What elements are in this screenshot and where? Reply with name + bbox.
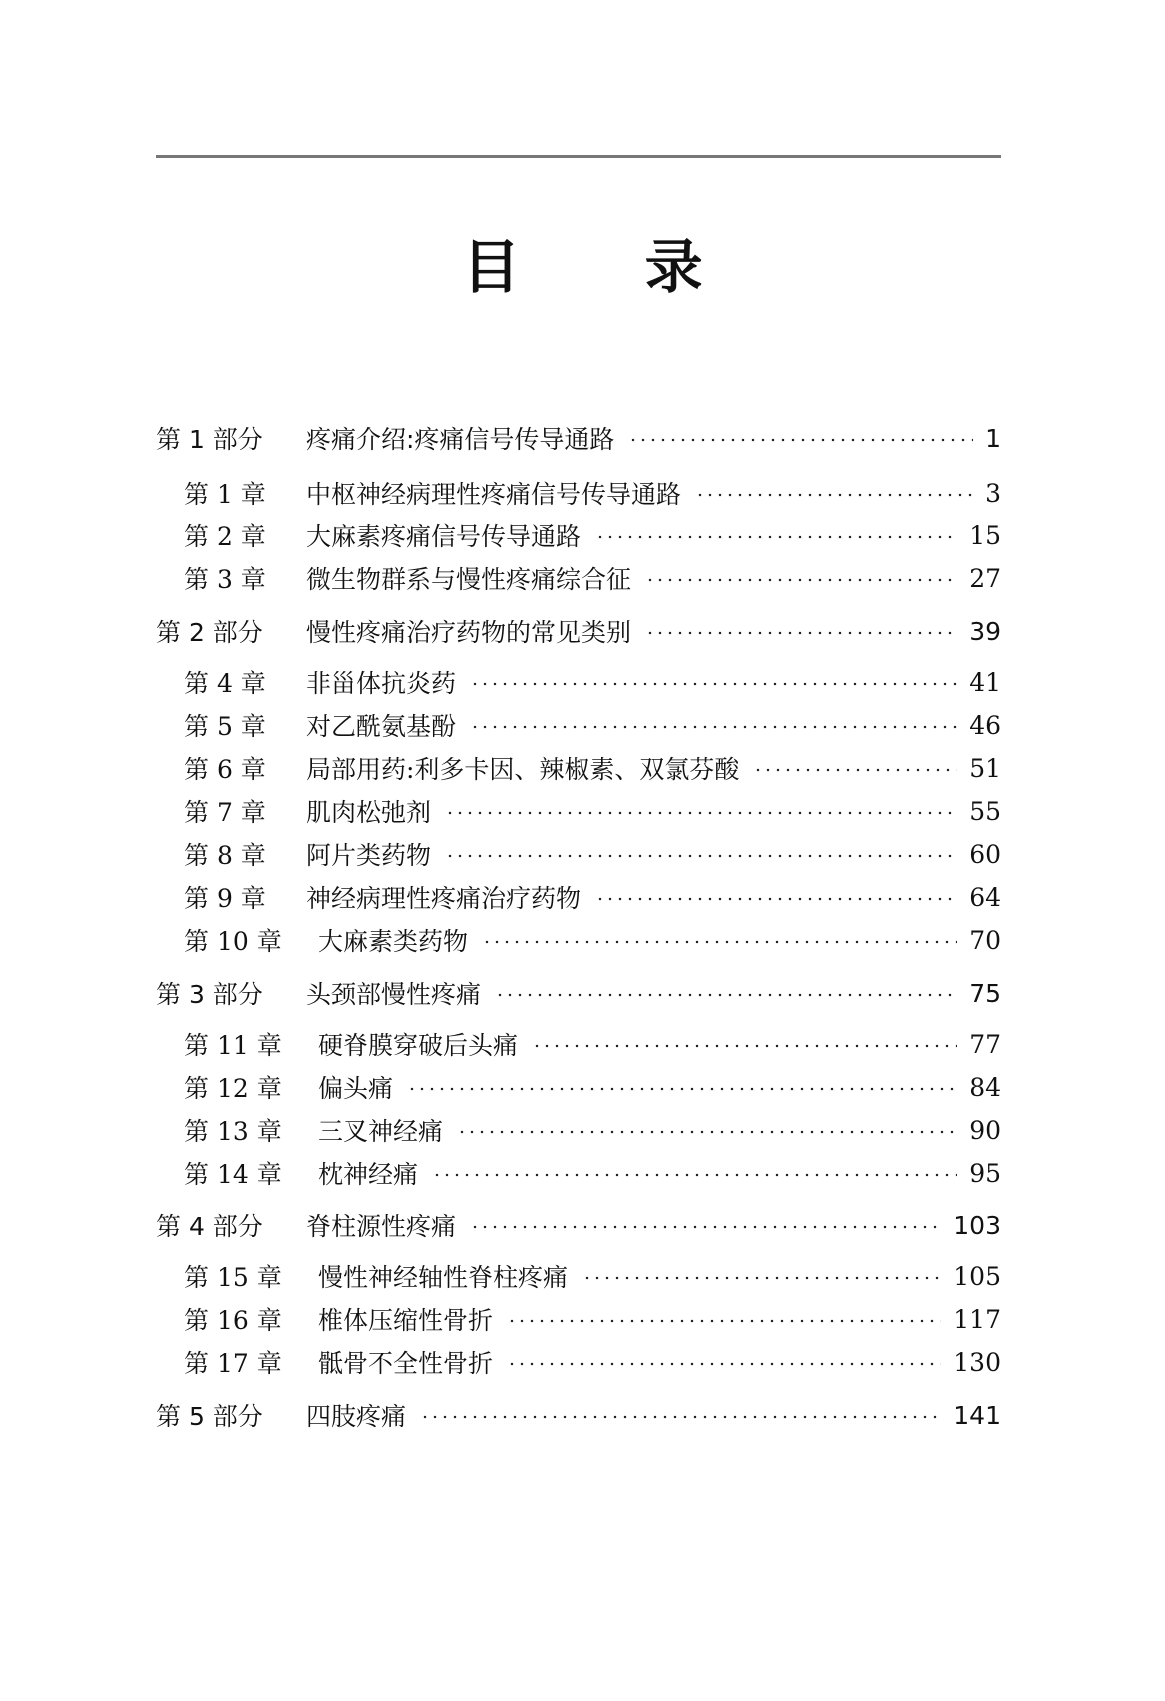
toc-part-row[interactable] (156, 973, 1001, 1013)
page-number: 90 (969, 1115, 1001, 1145)
page-number: 117 (953, 1304, 1001, 1334)
chapter-number: 第 2 章 (184, 522, 266, 551)
page-number: 77 (969, 1029, 1001, 1059)
page-number: 141 (953, 1400, 1001, 1430)
chapter-title: 硬脊膜穿破后头痛 (318, 1031, 519, 1060)
chapter-title: 枕神经痛 (318, 1160, 419, 1189)
dot-leader (470, 1224, 941, 1230)
dot-leader (420, 1414, 941, 1420)
toc-part-row[interactable] (156, 1395, 1001, 1435)
chapter-number: 第 6 章 (184, 755, 266, 784)
toc-chapter-row[interactable] (156, 1342, 1001, 1382)
chapter-number: 第 1 章 (184, 480, 266, 509)
toc-chapter-row[interactable] (156, 1299, 1001, 1339)
toc-chapter-row[interactable] (156, 791, 1001, 831)
chapter-title: 三叉神经痛 (318, 1117, 444, 1146)
toc-chapter-row[interactable] (156, 1067, 1001, 1107)
chapter-number: 第 5 章 (184, 712, 266, 741)
chapter-number: 第 3 章 (184, 565, 266, 594)
part-number: 第 4 部分 (156, 1212, 263, 1241)
toc-chapter-row[interactable] (156, 834, 1001, 874)
chapter-number: 第 16 章 (184, 1306, 282, 1335)
page-number: 46 (969, 710, 1001, 740)
toc-part-row[interactable] (156, 418, 1001, 458)
chapter-title: 骶骨不全性骨折 (318, 1349, 494, 1378)
dot-leader (482, 939, 957, 945)
dot-leader (495, 992, 957, 998)
chapter-title: 大麻素类药物 (318, 927, 469, 956)
chapter-title: 肌肉松弛剂 (306, 798, 432, 827)
page-number: 39 (969, 616, 1001, 646)
part-number: 第 1 部分 (156, 425, 263, 454)
dot-leader (445, 810, 957, 816)
dot-leader (645, 577, 957, 583)
toc-chapter-row[interactable] (156, 558, 1001, 598)
dot-leader (753, 767, 957, 773)
page-number: 64 (969, 882, 1001, 912)
page-number: 130 (953, 1347, 1001, 1377)
page-number: 41 (969, 667, 1001, 697)
dot-leader (470, 724, 957, 730)
chapter-number: 第 15 章 (184, 1263, 282, 1292)
part-title: 头颈部慢性疼痛 (306, 980, 482, 1009)
toc-chapter-row[interactable] (156, 473, 1001, 513)
chapter-title: 局部用药:利多卡因、辣椒素、双氯芬酸 (306, 755, 740, 784)
page-number: 3 (985, 478, 1001, 508)
page-number: 84 (969, 1072, 1001, 1102)
toc-chapter-row[interactable] (156, 920, 1001, 960)
toc-chapter-row[interactable] (156, 748, 1001, 788)
page-number: 51 (969, 753, 1001, 783)
dot-leader (445, 853, 957, 859)
dot-leader (507, 1318, 941, 1324)
page-number: 55 (969, 796, 1001, 826)
page-number: 60 (969, 839, 1001, 869)
part-title: 脊柱源性疼痛 (306, 1212, 457, 1241)
part-title: 四肢疼痛 (306, 1402, 407, 1431)
toc-chapter-row[interactable] (156, 1153, 1001, 1193)
dot-leader (532, 1043, 957, 1049)
toc-chapter-row[interactable] (156, 1110, 1001, 1150)
part-title: 疼痛介绍:疼痛信号传导通路 (306, 425, 615, 454)
page-number: 105 (953, 1261, 1001, 1291)
page-number: 1 (985, 423, 1001, 453)
page-number: 103 (953, 1210, 1001, 1240)
chapter-number: 第 7 章 (184, 798, 266, 827)
toc-chapter-row[interactable] (156, 662, 1001, 702)
chapter-title: 椎体压缩性骨折 (318, 1306, 494, 1335)
toc-chapter-row[interactable] (156, 1256, 1001, 1296)
part-number: 第 2 部分 (156, 618, 263, 647)
part-title: 慢性疼痛治疗药物的常见类别 (306, 618, 632, 647)
part-number: 第 5 部分 (156, 1402, 263, 1431)
chapter-number: 第 10 章 (184, 927, 282, 956)
chapter-title: 中枢神经病理性疼痛信号传导通路 (306, 480, 682, 509)
dot-leader (695, 492, 973, 498)
chapter-title: 非甾体抗炎药 (306, 669, 457, 698)
chapter-title: 偏头痛 (318, 1074, 394, 1103)
toc-part-row[interactable] (156, 1205, 1001, 1245)
chapter-number: 第 17 章 (184, 1349, 282, 1378)
chapter-title: 阿片类药物 (306, 841, 432, 870)
dot-leader (507, 1361, 941, 1367)
page-number: 27 (969, 563, 1001, 593)
page-number: 15 (969, 520, 1001, 550)
page-number: 75 (969, 978, 1001, 1008)
page-number: 95 (969, 1158, 1001, 1188)
chapter-title: 对乙酰氨基酚 (306, 712, 457, 741)
toc-chapter-row[interactable] (156, 515, 1001, 555)
chapter-title: 神经病理性疼痛治疗药物 (306, 884, 582, 913)
dot-leader (407, 1086, 957, 1092)
dot-leader (595, 896, 957, 902)
chapter-number: 第 9 章 (184, 884, 266, 913)
dot-leader (595, 534, 957, 540)
chapter-number: 第 13 章 (184, 1117, 282, 1146)
toc-chapter-row[interactable] (156, 877, 1001, 917)
chapter-title: 慢性神经轴性脊柱疼痛 (318, 1263, 569, 1292)
page-number: 70 (969, 925, 1001, 955)
toc-chapter-row[interactable] (156, 1024, 1001, 1064)
dot-leader (628, 437, 973, 443)
chapter-title: 大麻素疼痛信号传导通路 (306, 522, 582, 551)
chapter-number: 第 8 章 (184, 841, 266, 870)
dot-leader (457, 1129, 957, 1135)
dot-leader (432, 1172, 957, 1178)
page-title: 目 录 (462, 233, 755, 301)
chapter-number: 第 4 章 (184, 669, 266, 698)
part-number: 第 3 部分 (156, 980, 263, 1009)
toc-part-row[interactable] (156, 611, 1001, 651)
chapter-title: 微生物群系与慢性疼痛综合征 (306, 565, 632, 594)
chapter-number: 第 12 章 (184, 1074, 282, 1103)
dot-leader (645, 630, 957, 636)
chapter-number: 第 11 章 (184, 1031, 282, 1060)
dot-leader (470, 681, 957, 687)
chapter-number: 第 14 章 (184, 1160, 282, 1189)
header-rule (156, 155, 1001, 158)
toc-chapter-row[interactable] (156, 705, 1001, 745)
dot-leader (582, 1275, 941, 1281)
